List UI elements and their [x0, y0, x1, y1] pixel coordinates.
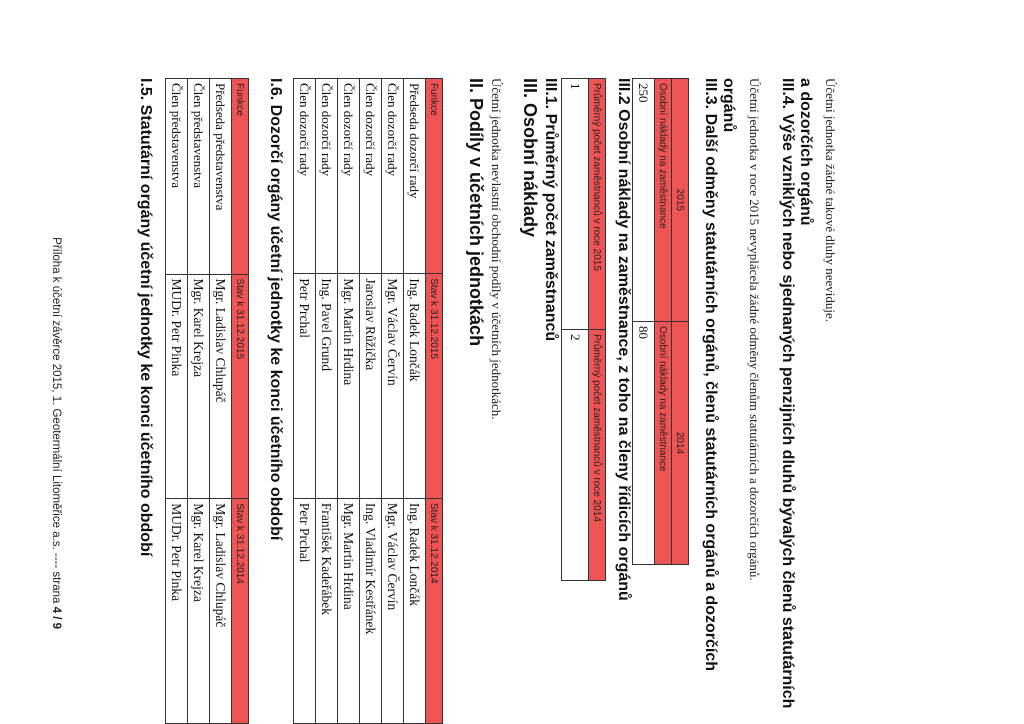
table-header-row	[232, 79, 249, 724]
table-cell: Předseda dozorčí rady	[404, 79, 426, 274]
table-cell: Mgr. Karel Krejza	[188, 274, 210, 499]
table-row	[338, 79, 360, 724]
section-title-iii2: III.2 Osobní náklady na zaměstnance, z toho na členy řídicích orgánů	[615, 78, 632, 601]
table-row	[294, 79, 316, 724]
column-header: Průměrný počet zaměstnanců v roce 2015	[589, 79, 606, 330]
table-cell: Předseda představenstva	[210, 79, 232, 275]
supervisory-board-table	[293, 78, 443, 724]
section-iii3-text: Účetní jednotka v roce 2015 nevyplácela žádné odměny členům statutárních a dozorčích orgánů.	[747, 78, 762, 581]
table-cell: Mgr. Martin Hrdina	[338, 274, 360, 499]
table-row	[382, 79, 404, 724]
table-cell: Mgr. Martin Hrdina	[338, 498, 360, 723]
table-cell: MUDr. Petr Pinka	[166, 274, 188, 499]
section-title-i5: I.5. Statutární orgány účetní jednotky ke konci účetního období	[137, 78, 154, 557]
table-header-row	[672, 79, 689, 565]
table-cell: Ing. Radek Lončák	[404, 498, 426, 723]
table-subheader-row	[655, 79, 672, 565]
column-header: Stav k 31.12.2015	[426, 274, 443, 499]
table-cell: Mgr. Karel Krejza	[188, 499, 210, 724]
section-title-i6: I.6. Dozorčí orgány účetní jednotky ke konci účetního období	[267, 78, 284, 541]
table-cell: 80	[633, 322, 655, 565]
column-header: 2014	[672, 322, 689, 565]
table-cell: Člen dozorčí rady	[338, 79, 360, 274]
table-cell: Ing. Vladimír Kestřánek	[360, 498, 382, 723]
table-row	[316, 79, 338, 724]
column-subheader: Osobní náklady na zaměstnance	[655, 79, 672, 322]
table-cell: Mgr. Václav Červín	[382, 274, 404, 499]
table-cell: Petr Prchal	[294, 274, 316, 499]
table-header-row	[426, 79, 443, 724]
table-cell: 250	[633, 79, 655, 322]
section-title-iii4-cont: a dozorčích orgánů	[797, 78, 814, 226]
table-cell: Ing. Radek Lončák	[404, 274, 426, 499]
table-cell: Ing. Pavel Grund	[316, 274, 338, 499]
table-row	[188, 79, 210, 724]
section-title-iii3: III.3. Další odměny statutárních orgánů, členů statutárních orgánů a dozorčích	[702, 78, 719, 671]
table-cell: František Kadeřábek	[316, 498, 338, 723]
table-cell: Člen představenstva	[166, 79, 188, 275]
table-row	[360, 79, 382, 724]
section-iii4-text: Účetní jednotka žádné takové dluhy neeviduje.	[823, 78, 838, 323]
section-ii-text: Účetní jednotka nevlastní obchodní podíly v účetních jednotkách.	[489, 78, 504, 420]
table-row	[404, 79, 426, 724]
employee-count-table	[561, 78, 606, 581]
section-title-ii: II. Podíly v účetních jednotkách	[466, 78, 486, 347]
table-cell: Petr Prchal	[294, 498, 316, 723]
table-row	[633, 79, 655, 565]
header-text: Příloha k účetní závěrce 2015, 1. Geotermální Litoměřice a.s. ---- strana	[50, 237, 62, 604]
table-cell: Člen dozorčí rady	[316, 79, 338, 274]
column-header: Průměrný počet zaměstnanců v roce 2014	[589, 330, 606, 581]
page-header	[50, 0, 62, 629]
table-cell: Člen dozorčí rady	[294, 79, 316, 274]
column-header: Stav k 31.12.2014	[232, 499, 249, 724]
table-row	[210, 79, 232, 724]
table-cell: Mgr. Ladislav Chlupáč	[210, 274, 232, 499]
section-title-iii1: III.1. Průměrný počet zaměstnanců	[542, 78, 559, 342]
section-title-iii3-cont: orgánů	[720, 78, 737, 133]
table-row	[562, 79, 589, 581]
statutory-bodies-table	[165, 78, 249, 724]
table-cell: Člen dozorčí rady	[382, 79, 404, 274]
table-cell: 1	[562, 79, 589, 330]
table-cell: Mgr. Ladislav Chlupáč	[210, 499, 232, 724]
column-header: Funkce	[426, 79, 443, 274]
table-cell: Jaroslav Růžička	[360, 274, 382, 499]
table-cell: Mgr. Václav Červín	[382, 498, 404, 723]
personnel-costs-table	[632, 78, 689, 565]
table-cell: MUDr. Petr Pinka	[166, 499, 188, 724]
column-header: 2015	[672, 79, 689, 322]
section-title-iii4: III.4. Výše vzniklých nebo sjednaných penzijních dluhů bývalých členů statutárních	[779, 78, 796, 709]
table-row	[166, 79, 188, 724]
column-header: Funkce	[232, 79, 249, 275]
column-header: Stav k 31.12.2014	[426, 498, 443, 723]
table-cell: Člen představenstva	[188, 79, 210, 275]
section-title-iii: III. Osobní náklady	[520, 78, 540, 238]
table-cell: 2	[562, 330, 589, 581]
table-cell: Člen dozorčí rady	[360, 79, 382, 274]
column-header: Stav k 31.12.2015	[232, 274, 249, 499]
page-number: 4 / 9	[50, 606, 62, 629]
table-header-row	[589, 79, 606, 581]
column-subheader: Osobní náklady na zaměstnance	[655, 322, 672, 565]
